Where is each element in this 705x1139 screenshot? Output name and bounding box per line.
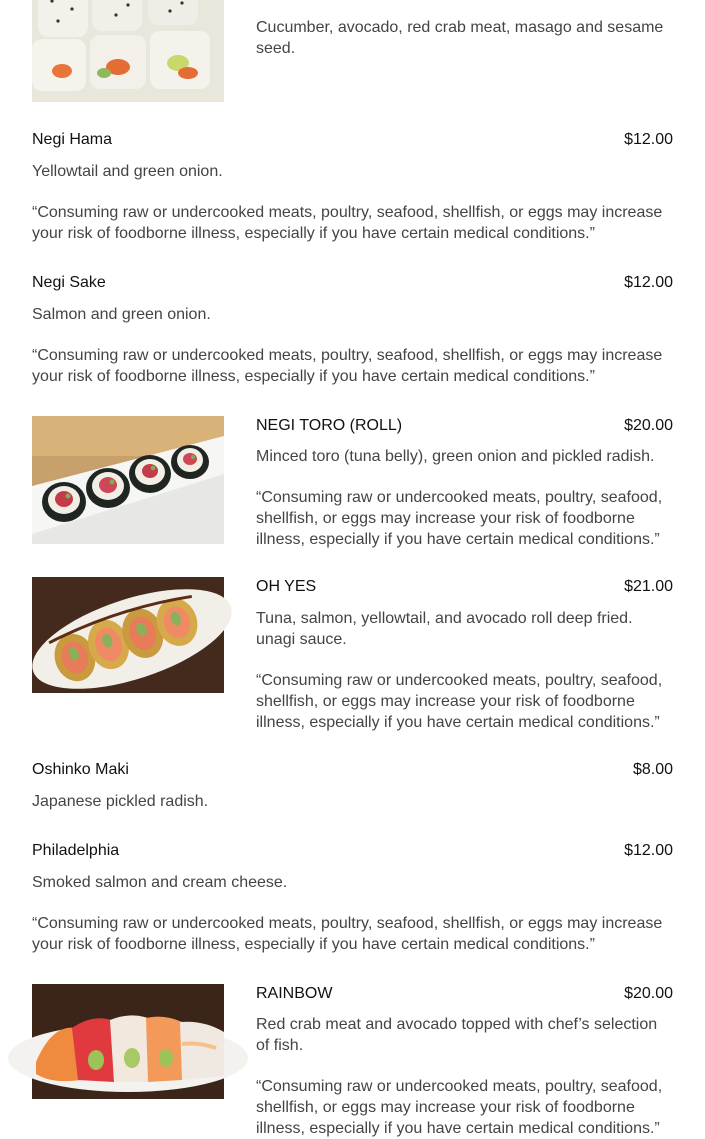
item-description: Minced toro (tuna belly), green onion and pickled radish. <box>256 448 655 465</box>
item-description: Salmon and green onion. <box>32 306 211 323</box>
item-price: $8.00 <box>632 761 673 778</box>
item-price: $20.00 <box>624 985 673 1002</box>
item-description: Cucumber, avocado, red crab meat, masago and sesame seed. <box>256 19 664 57</box>
raw-food-warning: “Consuming raw or undercooked meats, poultry, seafood, shellfish, or eggs may increase your risk of foodborne illness, especially if you have certain medical conditions.” <box>32 915 663 953</box>
menu-item[interactable] <box>32 0 673 102</box>
raw-food-warning: “Consuming raw or undercooked meats, poultry, seafood, shellfish, or eggs may increase your risk of foodborne illness, especially if you have certain medical conditions.” <box>32 347 663 385</box>
item-name: RAINBOW <box>256 985 333 1002</box>
rainbow-roll-photo[interactable] <box>32 984 224 1099</box>
california-roll-photo[interactable] <box>32 0 224 102</box>
item-price: $12.00 <box>624 842 673 859</box>
item-description: Smoked salmon and cream cheese. <box>32 874 288 891</box>
item-price: $20.00 <box>624 417 673 434</box>
item-name: Philadelphia <box>32 842 120 859</box>
oh-yes-roll-photo[interactable] <box>32 577 224 693</box>
item-price <box>624 0 673 1</box>
item-price: $12.00 <box>624 131 673 148</box>
item-price: $21.00 <box>624 578 673 595</box>
item-name: OH YES <box>256 578 317 595</box>
raw-food-warning: “Consuming raw or undercooked meats, poultry, seafood, shellfish, or eggs may increase your risk of foodborne illness, especially if you have certain medical conditions.” <box>256 489 663 548</box>
item-name: Negi Hama <box>32 131 113 148</box>
item-description: Japanese pickled radish. <box>32 793 209 810</box>
item-name: Negi Sake <box>32 274 106 291</box>
item-name: Oshinko Maki <box>32 761 129 778</box>
item-description: Yellowtail and green onion. <box>32 163 223 180</box>
raw-food-warning: “Consuming raw or undercooked meats, poultry, seafood, shellfish, or eggs may increase your risk of foodborne illness, especially if you have certain medical conditions.” <box>32 204 663 242</box>
raw-food-warning: “Consuming raw or undercooked meats, poultry, seafood, shellfish, or eggs may increase your risk of foodborne illness, especially if you have certain medical conditions.” <box>256 672 663 731</box>
item-name <box>256 0 378 1</box>
item-price: $12.00 <box>624 274 673 291</box>
negi-toro-roll-photo[interactable] <box>32 416 224 544</box>
item-description: Red crab meat and avocado topped with chef’s selection of fish. <box>256 1016 658 1054</box>
item-name: NEGI TORO (ROLL) <box>256 417 403 434</box>
raw-food-warning: “Consuming raw or undercooked meats, poultry, seafood, shellfish, or eggs may increase your risk of foodborne illness, especially if you have certain medical conditions.” <box>256 1078 663 1137</box>
item-description: Tuna, salmon, yellowtail, and avocado roll deep fried. unagi sauce. <box>256 610 633 648</box>
